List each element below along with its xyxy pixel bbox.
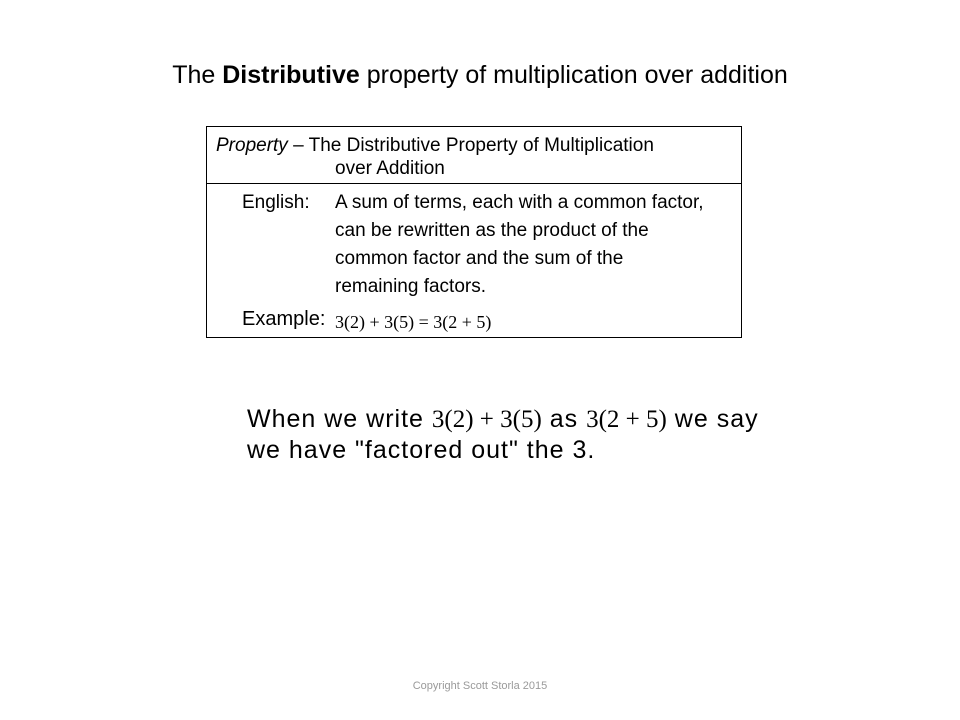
title-prefix: The — [172, 61, 223, 89]
note-line-1 — [247, 404, 759, 435]
note-math-1: 3(2) + 3(5) — [431, 406, 542, 433]
property-header-line2: over Addition — [335, 158, 445, 179]
factoring-note — [247, 404, 759, 465]
note-line-2: we have "factored out" the 3. — [247, 436, 596, 464]
note-text-a: When we write — [247, 405, 432, 433]
property-box-header — [207, 127, 741, 184]
slide-title — [0, 58, 960, 92]
property-header-italic: Property — [216, 135, 288, 156]
property-header-line1 — [216, 135, 654, 157]
english-line-4: remaining factors. — [335, 276, 487, 297]
note-text-c: we say — [666, 405, 759, 433]
example-label: Example: — [242, 308, 326, 330]
example-equation: 3(2) + 3(5) = 3(2 + 5) — [335, 312, 492, 332]
english-line-1: A sum of terms, each with a common factor, — [335, 192, 704, 213]
english-line-2: can be rewritten as the product of the — [335, 220, 649, 241]
property-box — [206, 126, 742, 338]
note-math-2: 3(2 + 5) — [586, 406, 667, 433]
english-line-3: common factor and the sum of the — [335, 248, 624, 269]
title-bold-word: Distributive — [222, 61, 360, 89]
note-text-b: as — [541, 405, 587, 433]
copyright-footer: Copyright Scott Storla 2015 — [412, 680, 548, 692]
english-label: English: — [242, 192, 310, 213]
property-header-rest: – The Distributive Property of Multiplication — [287, 135, 654, 156]
title-suffix: property of multiplication over addition — [359, 61, 788, 89]
